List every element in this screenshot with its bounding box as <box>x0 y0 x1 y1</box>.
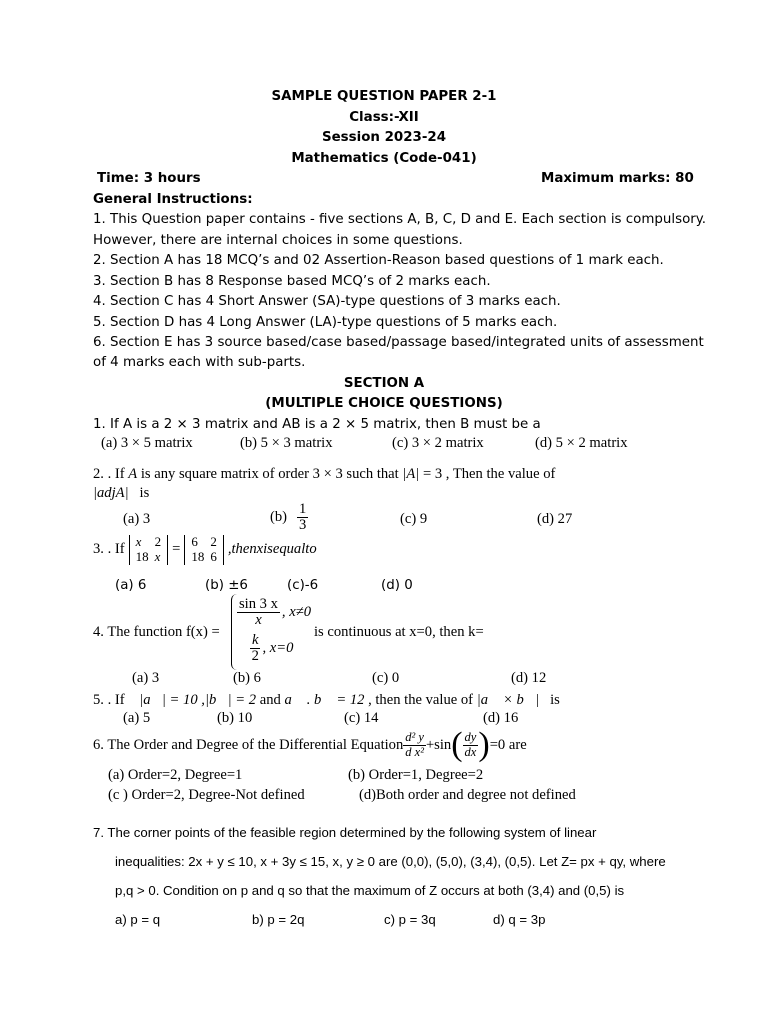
class-label: Class:-XII <box>349 110 419 125</box>
q3-r22: 6 <box>210 548 217 564</box>
q5-a-magnitude: |a⃗| = 10 <box>139 692 198 708</box>
q3-option-a: (a) 6 <box>115 578 147 593</box>
q2-pre: 2. . If <box>93 466 129 482</box>
q5-b-magnitude: ,|b⃗| = 2 <box>201 692 257 708</box>
q4-case1-cond: , x≠0 <box>281 604 312 621</box>
max-marks-label: Maximum marks: 80 <box>541 171 694 186</box>
q5-and: and <box>256 692 285 708</box>
question-3 <box>93 535 317 565</box>
time-label: Time: 3 hours <box>97 171 201 186</box>
q3-l22: x <box>154 548 161 564</box>
q2-mid: is any square matrix of order 3 × 3 such that <box>137 466 403 482</box>
q1-option-c: (c) 3 × 2 matrix <box>392 435 484 451</box>
q6-option-a: (a) Order=2, Degree=1 <box>108 767 243 783</box>
q4-case-1 <box>237 597 311 629</box>
q6-option-d: (d)Both order and degree not defined <box>359 787 576 803</box>
paper-title: SAMPLE QUESTION PAPER 2-1 <box>271 89 497 104</box>
q2-is: is <box>139 485 150 501</box>
q4-case1-den: x <box>255 612 262 629</box>
q4-option-c: (c) 0 <box>372 670 400 686</box>
question-2-line2 <box>93 485 149 502</box>
q6-post: =0 are <box>489 736 527 753</box>
q7-option-b: b) p = 2q <box>252 912 305 927</box>
q7-option-d: d) q = 3p <box>493 912 546 927</box>
q4-case2-den: 2 <box>251 648 259 665</box>
q5-dot-product: a⃗ . b⃗ = 12 <box>284 692 365 708</box>
q2-option-a: (a) 3 <box>123 511 151 527</box>
q4-pre: 4. The function f(x) = <box>93 624 220 640</box>
instructions-heading: General Instructions: <box>93 192 253 207</box>
instruction-line: 4. Section C has 4 Short Answer (SA)-type questions of 3 marks each. <box>93 294 561 309</box>
q2-option-b-label: (b) <box>270 509 288 526</box>
q2-frac-num: 1 <box>299 501 307 517</box>
q3-l12: 2 <box>154 534 162 549</box>
q3-right-determinant <box>184 535 224 565</box>
q5-mid: , then the value of <box>364 692 477 708</box>
q3-equals: = <box>172 541 181 558</box>
q5-option-c: (c) 14 <box>344 710 379 726</box>
instruction-line: 5. Section D has 4 Long Answer (LA)-type questions of 5 marks each. <box>93 315 558 330</box>
q6-option-c: (c ) Order=2, Degree-Not defined <box>108 787 305 803</box>
q3-r12: 2 <box>210 534 217 549</box>
q2-frac-den: 3 <box>299 517 307 534</box>
q1-option-d: (d) 5 × 2 matrix <box>535 435 628 451</box>
q5-option-d: (d) 16 <box>483 710 519 726</box>
q4-case2-fraction <box>250 633 260 665</box>
q6-d2-num: d² y <box>405 730 424 745</box>
q5-is: is <box>550 692 560 708</box>
subject-label: Mathematics (Code-041) <box>291 151 477 166</box>
q2-option-b <box>270 502 308 534</box>
q6-dy-num: dy <box>464 730 477 745</box>
q2-adj-a: |adjA| <box>93 485 129 501</box>
question-1-text: 1. If A is a 2 × 3 matrix and AB is a 2 × 5 matrix, then B must be a <box>93 417 541 432</box>
q5-pre: 5. . If <box>93 692 129 708</box>
q4-post: is continuous at x=0, then k= <box>314 624 484 640</box>
q5-option-a: (a) 5 <box>123 710 151 726</box>
q4-case1-fraction <box>237 597 280 629</box>
q7-option-a: a) p = q <box>115 912 161 927</box>
q6-first-derivative <box>463 731 479 758</box>
question-5 <box>93 692 560 709</box>
q4-case2-cond: , x=0 <box>262 640 294 657</box>
q2-option-c: (c) 9 <box>400 511 428 527</box>
q6-pre: 6. The Order and Degree of the Differential Equation <box>93 736 404 753</box>
q2-fraction <box>297 502 308 534</box>
question-6 <box>93 728 527 762</box>
instruction-line: 2. Section A has 18 MCQ’s and 02 Assertion-Reason based questions of 1 mark each. <box>93 253 664 268</box>
q1-option-b: (b) 5 × 3 matrix <box>240 435 333 451</box>
q2-post: = 3 , Then the value of <box>419 466 556 482</box>
q5-cross-product: |a⃗ × b⃗| <box>476 692 540 708</box>
q2-option-d: (d) 27 <box>537 511 573 527</box>
question-2-line1 <box>93 466 555 483</box>
instruction-line: However, there are internal choices in some questions. <box>93 233 463 248</box>
q3-option-d: (d) 0 <box>381 578 413 593</box>
q4-case2-num: k <box>252 632 259 648</box>
instruction-line: 6. Section E has 3 source based/case based/passage based/integrated units of assessment <box>93 335 704 350</box>
q4-option-d: (d) 12 <box>511 670 547 686</box>
section-subtitle: (MULTIPLE CHOICE QUESTIONS) <box>265 396 503 411</box>
q3-r11: 6 <box>191 534 198 549</box>
q4-option-a: (a) 3 <box>132 670 160 686</box>
q4-case-2 <box>250 633 293 665</box>
q6-dy-den: dx <box>464 744 477 759</box>
q1-option-a: (a) 3 × 5 matrix <box>101 435 193 451</box>
q3-r21: 18 <box>191 548 205 564</box>
q6-left-paren: ( <box>451 726 463 763</box>
q6-plus-sin: +sin <box>425 736 452 753</box>
q3-post: ,thenxisequalto <box>227 541 317 558</box>
q6-d2-den: d x² <box>405 744 424 759</box>
q3-l11: x <box>135 534 142 549</box>
session-label: Session 2023-24 <box>321 130 447 145</box>
question-7-line2: inequalities: 2x + y ≤ 10, x + 3y ≤ 15, x, y ≥ 0 are (0,0), (5,0), (3,4), (0,5). Let Z= px + qy, where <box>115 854 666 869</box>
q3-pre: 3. . If <box>93 541 125 558</box>
question-7-line1: 7. The corner points of the feasible region determined by the following system of linear <box>93 825 597 840</box>
q4-case1-num: sin 3 x <box>239 596 278 612</box>
q4-option-b: (b) 6 <box>233 670 261 686</box>
instruction-line: of 4 marks each with sub-parts. <box>93 355 306 370</box>
instruction-line: 3. Section B has 8 Response based MCQ’s of 2 marks each. <box>93 274 491 289</box>
q3-l21: 18 <box>135 548 149 564</box>
q6-right-paren: ) <box>478 726 490 763</box>
question-7-line3: p,q > 0. Condition on p and q so that the maximum of Z occurs at both (3,4) and (0,5) is <box>115 883 625 898</box>
q2-matrix-a: A <box>128 466 138 482</box>
q7-option-c: c) p = 3q <box>384 912 436 927</box>
q6-option-b: (b) Order=1, Degree=2 <box>348 767 484 783</box>
section-title: SECTION A <box>343 376 425 391</box>
q3-option-b: (b) ±6 <box>205 578 248 593</box>
instruction-line: 1. This Question paper contains - five sections A, B, C, D and E. Each section is compulsory. <box>93 212 707 227</box>
q3-option-c: (c)-6 <box>287 578 319 593</box>
q5-option-b: (b) 10 <box>217 710 253 726</box>
q6-second-derivative <box>403 731 426 758</box>
q3-left-determinant <box>129 535 169 565</box>
q2-det-a: |A| <box>402 466 420 482</box>
